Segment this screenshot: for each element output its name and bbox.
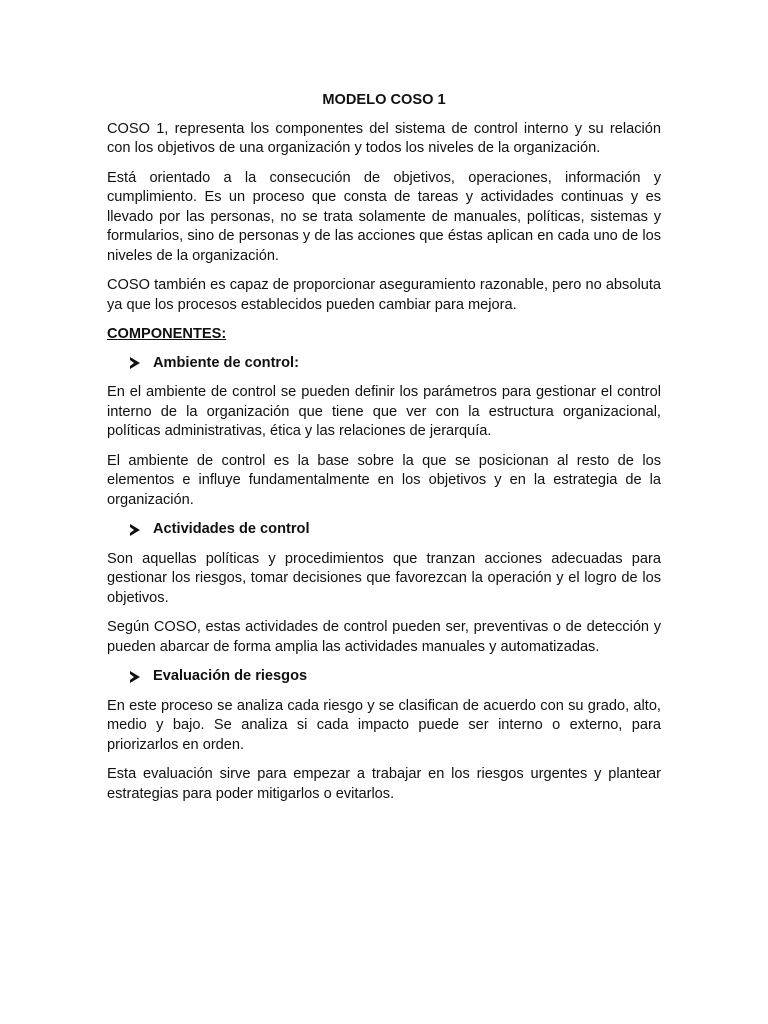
intro-paragraph-2: Está orientado a la consecución de objetivos, operaciones, información y cumplimiento. Es un proceso que consta de tareas y actividades continuas y es llevado por las personas, no se trata solamente de manuales, políticas, sistemas y formularios, sino de personas y de las acciones que éstas aplican en cada uno de los niveles de la organización. [107, 169, 661, 264]
components-heading: COMPONENTES: [107, 326, 227, 342]
document-page [107, 91, 661, 814]
actividades-paragraph-1: Son aquellas políticas y procedimientos que tranzan acciones adecuadas para gestionar los riesgos, tomar decisiones que favorezcan la operación y el logro de los objetivos. [107, 550, 661, 606]
ambiente-paragraph-2: El ambiente de control es la base sobre la que se posicionan al resto de los elementos e influye fundamentalmente en los objetivos y en la estrategia de la organización. [107, 452, 661, 508]
component-heading-label: Ambiente de control: [153, 354, 299, 371]
intro-paragraph-1: COSO 1, representa los componentes del sistema de control interno y su relación con los objetivos de una organización y todos los niveles de la organización. [107, 120, 661, 156]
component-heading-label: Evaluación de riesgos [153, 668, 308, 684]
evaluacion-paragraph-1: En este proceso se analiza cada riesgo y se clasifican de acuerdo con su grado, alto, medio y bajo. Se analiza si cada impacto puede ser interno o externo, para priorizarlos en orden. [107, 697, 661, 753]
actividades-paragraph-2: Según COSO, estas actividades de control pueden ser, preventivas o de detección y pueden abarcar de forma amplia las actividades manuales y automatizadas. [107, 619, 661, 655]
intro-paragraph-3: COSO también es capaz de proporcionar aseguramiento razonable, pero no absoluta ya que los procesos establecidos pueden cambiar para mejora. [107, 277, 661, 313]
arrowhead-bullet-icon [130, 357, 140, 369]
component-heading-label: Actividades de control [153, 521, 310, 537]
ambiente-paragraph-1: En el ambiente de control se pueden definir los parámetros para gestionar el control interno de la organización que tiene que ver con la estructura organizacional, políticas administrativas, ética y las relaciones de jerarquía. [107, 384, 661, 439]
component-heading-actividades [130, 520, 661, 540]
evaluacion-paragraph-2: Esta evaluación sirve para empezar a trabajar en los riesgos urgentes y plantear estrategias para poder mitigarlos o evitarlos. [107, 766, 661, 802]
component-heading-evaluacion [130, 667, 661, 687]
component-heading-ambiente [130, 354, 661, 374]
arrowhead-bullet-icon [130, 671, 140, 683]
arrowhead-bullet-icon [130, 524, 140, 536]
document-title: MODELO COSO 1 [322, 92, 446, 108]
